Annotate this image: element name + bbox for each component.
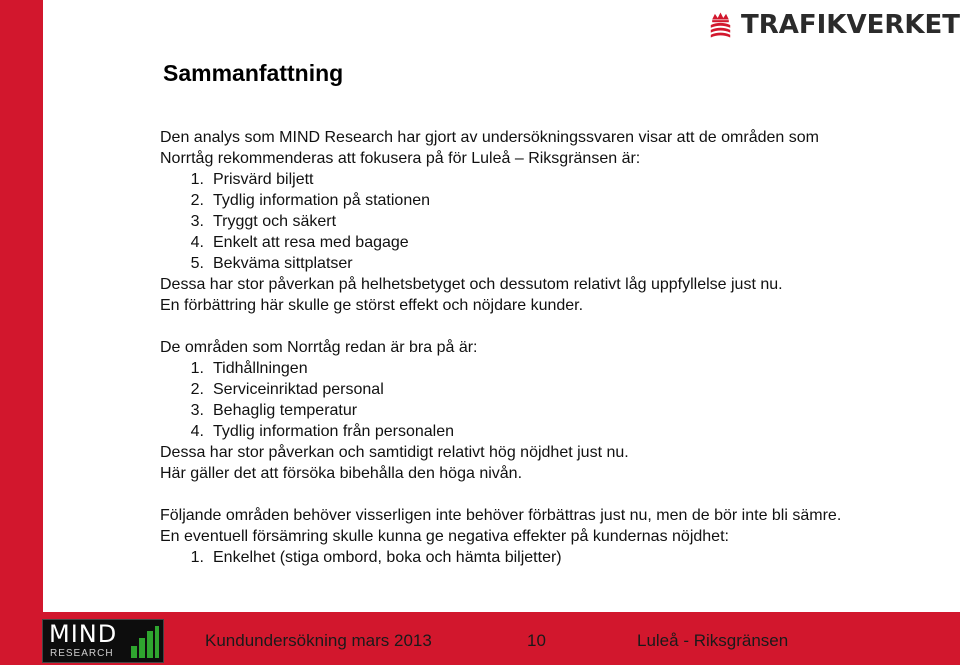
- list-item: 1. Prisvärd biljett: [190, 171, 314, 188]
- page-title: Sammanfattning: [163, 60, 344, 86]
- intro-line: Norrtåg rekommenderas att fokusera på för Luleå – Riksgränsen är:: [160, 150, 641, 167]
- list-item: 1. Tidhållningen: [190, 360, 308, 377]
- bar-chart-icon: [131, 626, 159, 658]
- left-red-band: [0, 0, 43, 665]
- summary-line: En förbättring här skulle ge störst effekt och nöjdare kunder.: [160, 297, 584, 314]
- mind-research-logo: [42, 619, 164, 663]
- logo-mind-text: MIND: [49, 620, 118, 648]
- maintain-intro: En eventuell försämring skulle kunna ge negativa effekter på kundernas nöjdhet:: [160, 528, 729, 545]
- intro-line: Den analys som MIND Research har gjort av undersökningssvaren visar att de områden som: [160, 129, 819, 146]
- summary-line: Här gäller det att försöka bibehålla den höga nivån.: [160, 465, 523, 482]
- crown-icon: [708, 3, 733, 47]
- summary-body: [160, 127, 920, 568]
- list-item: 2. Tydlig information på stationen: [190, 192, 431, 209]
- logo-research-text: RESEARCH: [50, 648, 114, 659]
- summary-line: Dessa har stor påverkan på helhetsbetyget och dessutom relativt låg uppfyllelse just nu.: [160, 276, 783, 293]
- good-intro: De områden som Norrtåg redan är bra på är:: [160, 339, 478, 356]
- list-item: 1. Enkelhet (stiga ombord, boka och hämta biljetter): [190, 549, 562, 566]
- list-item: 5. Bekväma sittplatser: [190, 255, 353, 272]
- trafikverket-logo: [708, 2, 960, 48]
- page-number: 10: [527, 631, 546, 650]
- summary-line: Dessa har stor påverkan och samtidigt relativt hög nöjdhet just nu.: [160, 444, 629, 461]
- list-item: 4. Enkelt att resa med bagage: [190, 234, 409, 251]
- list-item: 4. Tydlig information från personalen: [190, 423, 455, 440]
- footer-survey-label: Kundundersökning mars 2013: [205, 631, 432, 650]
- maintain-intro: Följande områden behöver visserligen inte behöver förbättras just nu, men de bör inte bli sämre.: [160, 507, 842, 524]
- footer-route-label: Luleå - Riksgränsen: [637, 631, 789, 650]
- list-item: 2. Serviceinriktad personal: [190, 381, 384, 398]
- list-item: 3. Tryggt och säkert: [190, 213, 337, 230]
- brand-name: TRAFIKVERKET: [740, 10, 960, 40]
- list-item: 3. Behaglig temperatur: [190, 402, 358, 419]
